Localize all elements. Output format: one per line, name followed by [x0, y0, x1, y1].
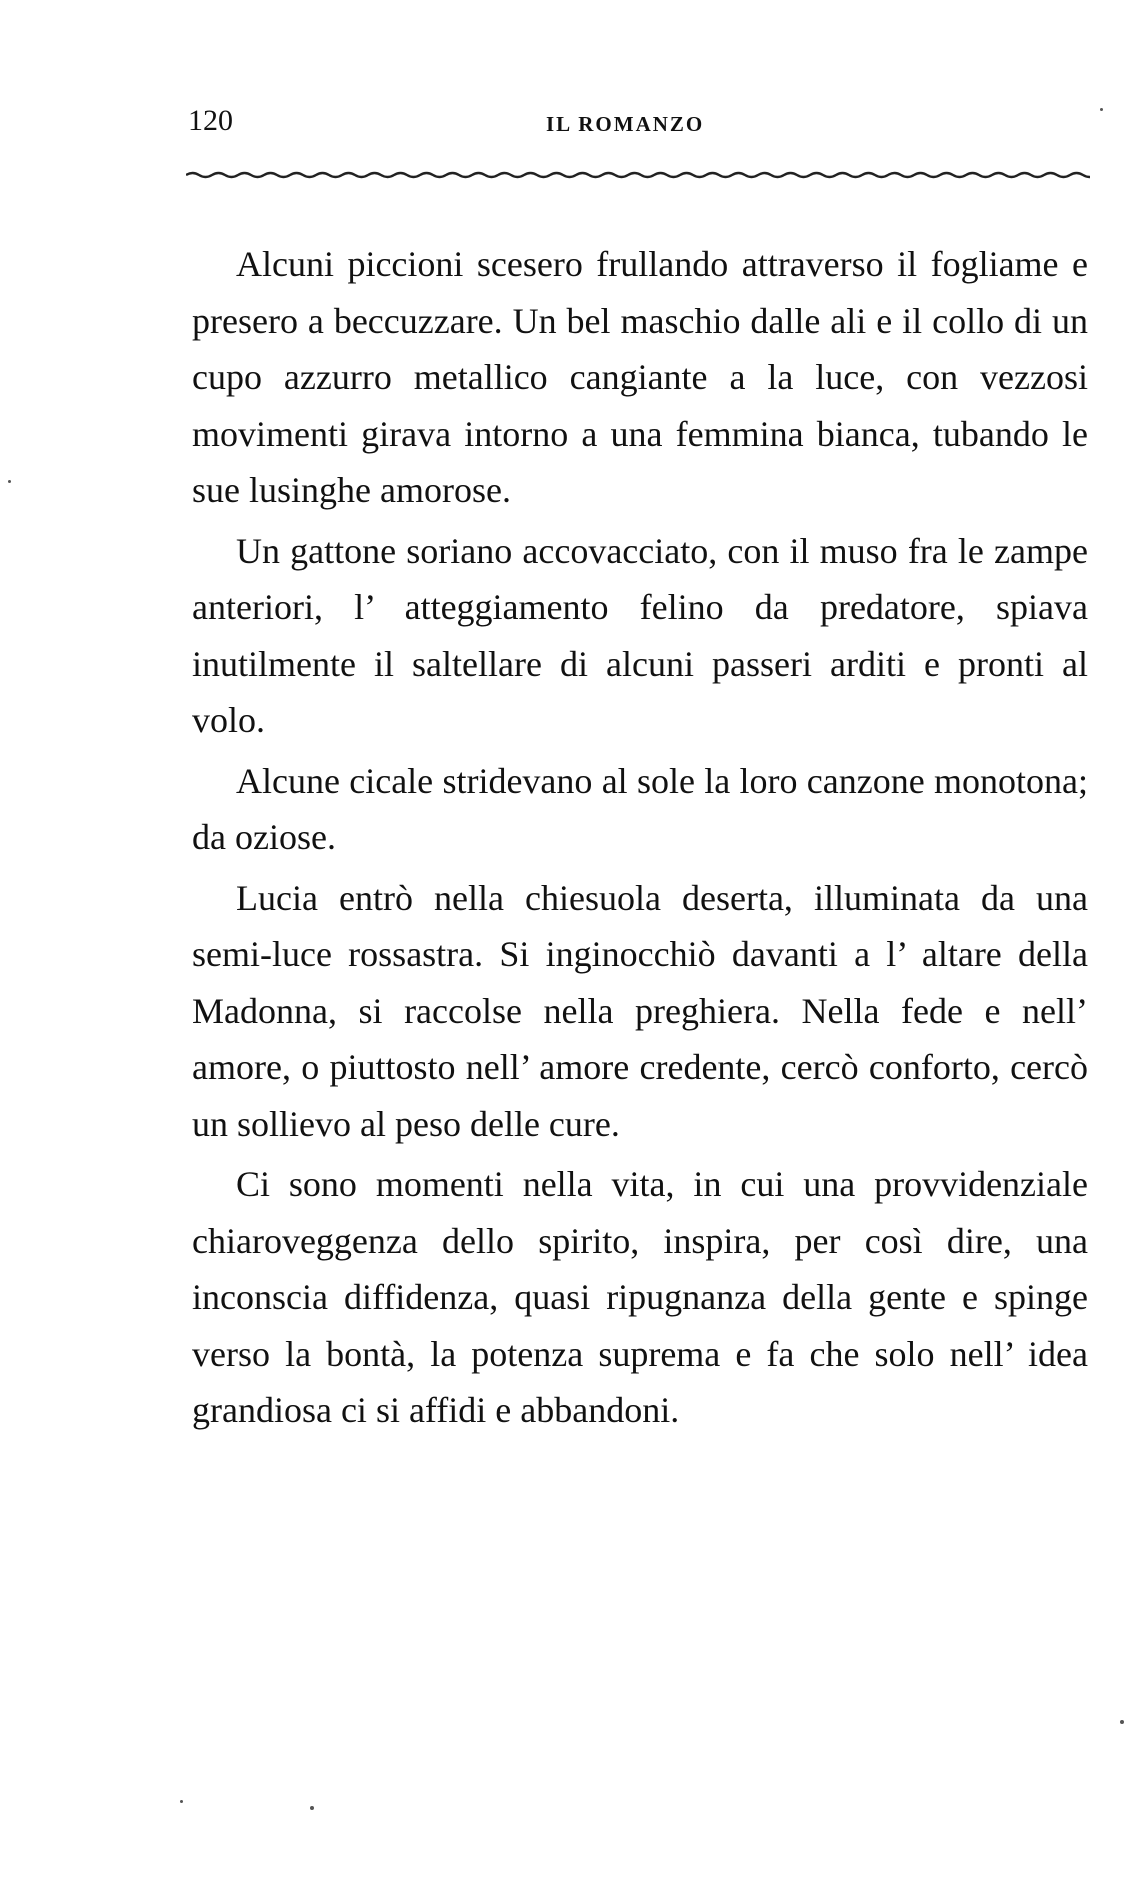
running-title: IL ROMANZO — [546, 112, 705, 136]
paragraph: Alcuni piccioni scesero frullando attraverso il fogliame e presero a beccuzzare. Un bel maschio dalle ali e il collo di un cupo azzurro metallico cangiante a la luce, con vezzosi movimenti girava intorno a una femmina bianca, tubando le sue lusinghe amorose. — [192, 244, 1088, 510]
paper-speck — [1120, 1720, 1124, 1724]
paper-speck — [310, 1806, 314, 1810]
paragraph: Ci sono momenti nella vita, in cui una provvidenziale chiaroveggenza dello spirito, inspira, per così dire, una inconscia diffidenza, quasi ripugnanza della gente e spinge verso la bontà, la potenza suprema e fa che solo nell’ idea grandiosa ci si affidi e abbandoni. — [192, 1164, 1088, 1430]
page-number: 120 — [188, 104, 233, 137]
paper-speck — [180, 1800, 183, 1803]
paragraph: Lucia entrò nella chiesuola deserta, illuminata da una semi-luce rossastra. Si inginocchiò davanti a l’ altare della Madonna, si raccolse nella preghiera. Nella fede e nell’ amore, o piuttosto nell’ amore credente, cercò conforto, cercò un sollievo al peso delle cure. — [192, 877, 1088, 1144]
wavy-rule-ornament — [186, 166, 1090, 184]
paper-speck — [1100, 108, 1103, 111]
paragraph: Alcune cicale stridevano al sole la loro canzone monotona; da oziose. — [192, 760, 1088, 857]
paragraph: Un gattone soriano accovacciato, con il muso fra le zampe anteriori, l’ atteggiamento felino da predatore, spiava inutilmente il saltellare di alcuni passeri arditi e pronti al volo. — [192, 530, 1088, 740]
body-text — [192, 236, 1088, 1443]
running-head — [188, 104, 1088, 144]
paper-speck — [8, 480, 11, 483]
